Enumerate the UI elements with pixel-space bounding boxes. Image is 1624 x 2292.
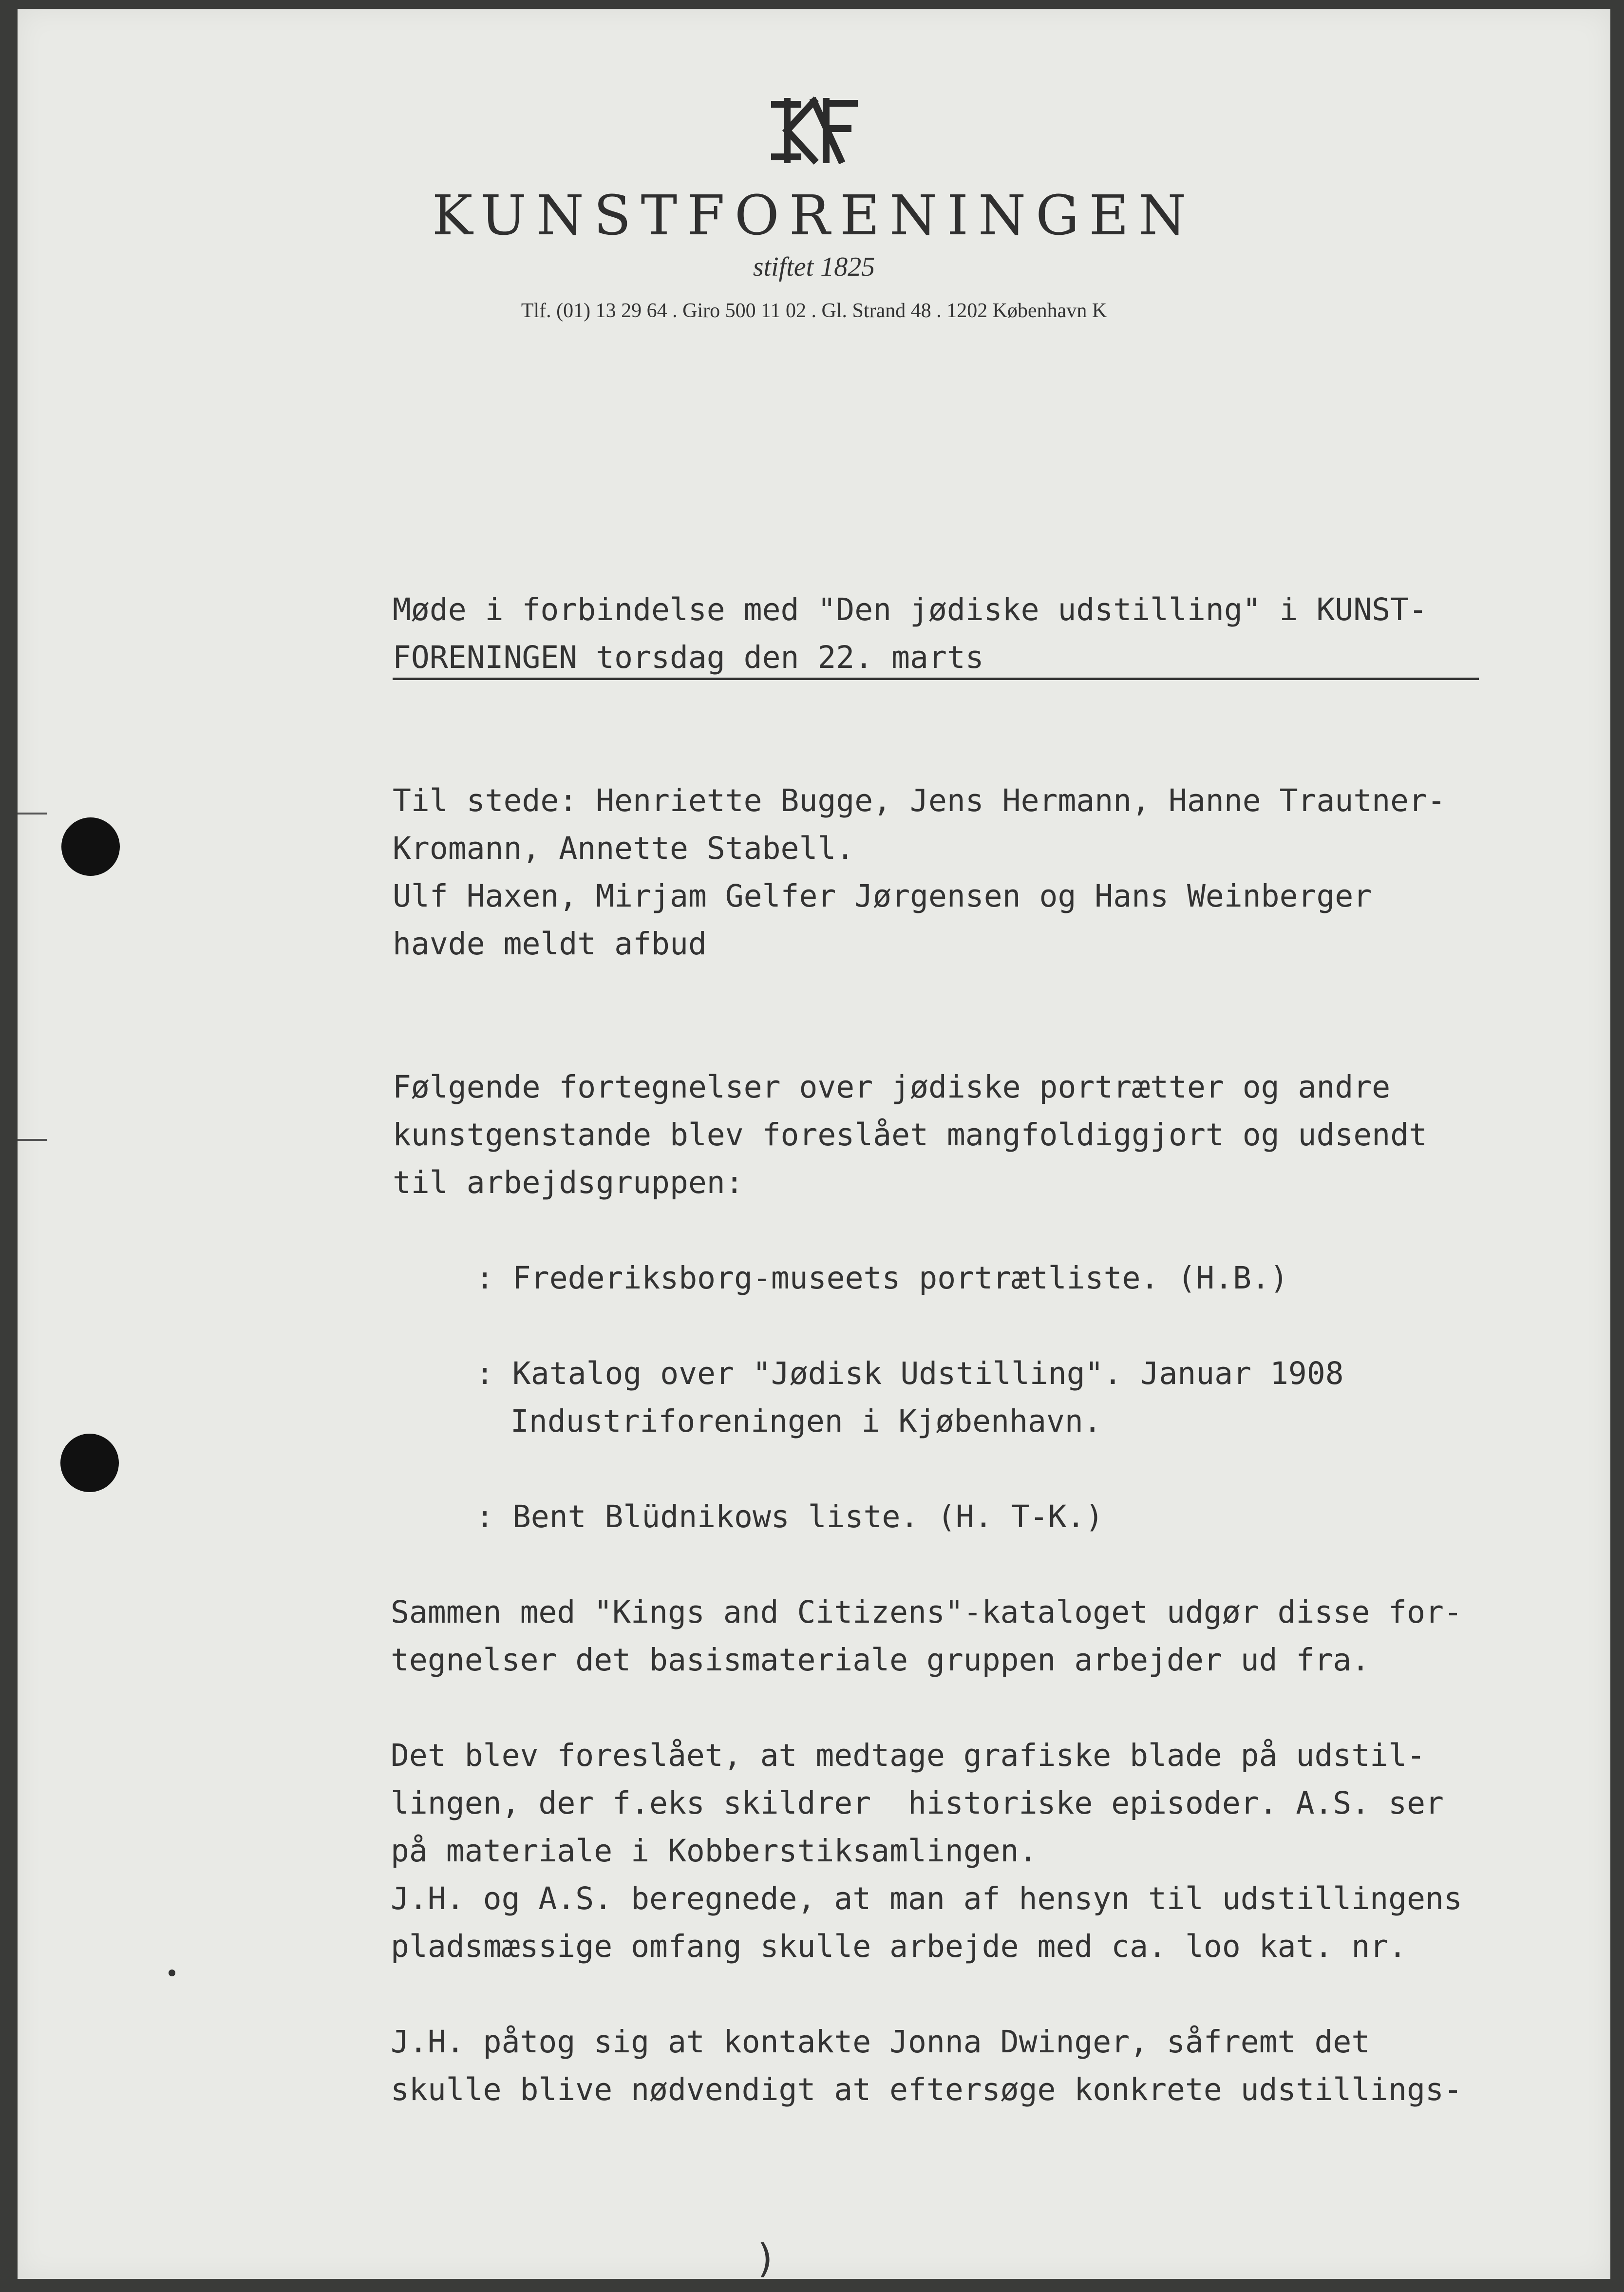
list-item [475,1254,1542,1302]
text-line: J.H. påtog sig at kontakte Jonna Dwinger, såfremt det [391,2024,1370,2060]
contact-line: Tlf. (01) 13 29 64 . Giro 500 11 02 . Gl. Strand 48 . 1202 København K [521,300,1107,322]
edge-mark [18,813,47,815]
kf-monogram-icon [768,96,860,165]
text-line: pladsmæssige omfang skulle arbejde med ca. loo kat. nr. [391,1929,1407,1964]
list-item [475,1350,1542,1445]
list-item-text: : Katalog over "Jødisk Udstilling". Januar 1908 [475,1356,1344,1391]
attendees-paragraph [393,777,1542,968]
text-line: Til stede: Henriette Bugge, Jens Hermann, Hanne Trautner- [393,783,1446,818]
text-line: Det blev foreslået, at medtage grafiske blade på udstil- [391,1738,1426,1773]
letter-body [373,586,1542,2161]
text-line: Sammen med "Kings and Citizens"-kataloget udgør disse for- [391,1594,1462,1630]
punch-hole [61,817,120,876]
text-line: på materiale i Kobberstiksamlingen. [391,1833,1038,1869]
text-line: lingen, der f.eks skildrer historiske episoder. A.S. ser [391,1785,1444,1821]
text-line: havde meldt afbud [393,926,707,962]
list-item-text: Industriforeningen i Kjøbenhavn. [510,1403,1102,1439]
dwinger-paragraph [391,2018,1542,2114]
list-item [475,1493,1542,1541]
text-line: J.H. og A.S. beregnede, at man af hensyn til udstillingens [391,1881,1462,1916]
organization-name: KUNSTFORENINGEN [432,184,1196,247]
ink-speck [169,1970,175,1976]
list-item-text: : Frederiksborg-museets portrætliste. (H.B.) [475,1260,1288,1296]
list-item-text: : Bent Blüdnikows liste. (H. T-K.) [475,1499,1104,1534]
grafiske-paragraph [391,1732,1542,1970]
text-line: tegnelser det basismateriale gruppen arbejder ud fra. [391,1642,1370,1678]
letterhead [18,96,1610,322]
text-line: Ulf Haxen, Mirjam Gelfer Jørgensen og Hans Weinberger [393,878,1372,914]
subject-line: FORENINGEN torsdag den 22. marts [393,640,984,675]
text-line: Følgende fortegnelser over jødiske portrætter og andre [393,1069,1391,1105]
edge-mark [18,1139,47,1141]
kings-citizens-paragraph [391,1589,1542,1684]
text-line: skulle blive nødvendigt at eftersøge konkrete udstillings- [391,2072,1462,2107]
text-line: Kromann, Annette Stabell. [393,831,855,866]
document-page [18,9,1610,2279]
text-line: kunstgenstande blev foreslået mangfoldiggjort og udsendt [393,1117,1428,1153]
founded-line: stiftet 1825 [753,252,875,282]
meeting-subject [393,586,1542,682]
lists-intro-paragraph [393,1063,1542,1207]
subject-underline [393,678,1479,680]
subject-line: Møde i forbindelse med "Den jødiske udstilling" i KUNST- [393,592,1428,627]
punch-hole [60,1434,119,1492]
text-line: til arbejdsgruppen: [393,1165,744,1200]
page-mark: ) [754,2236,778,2281]
